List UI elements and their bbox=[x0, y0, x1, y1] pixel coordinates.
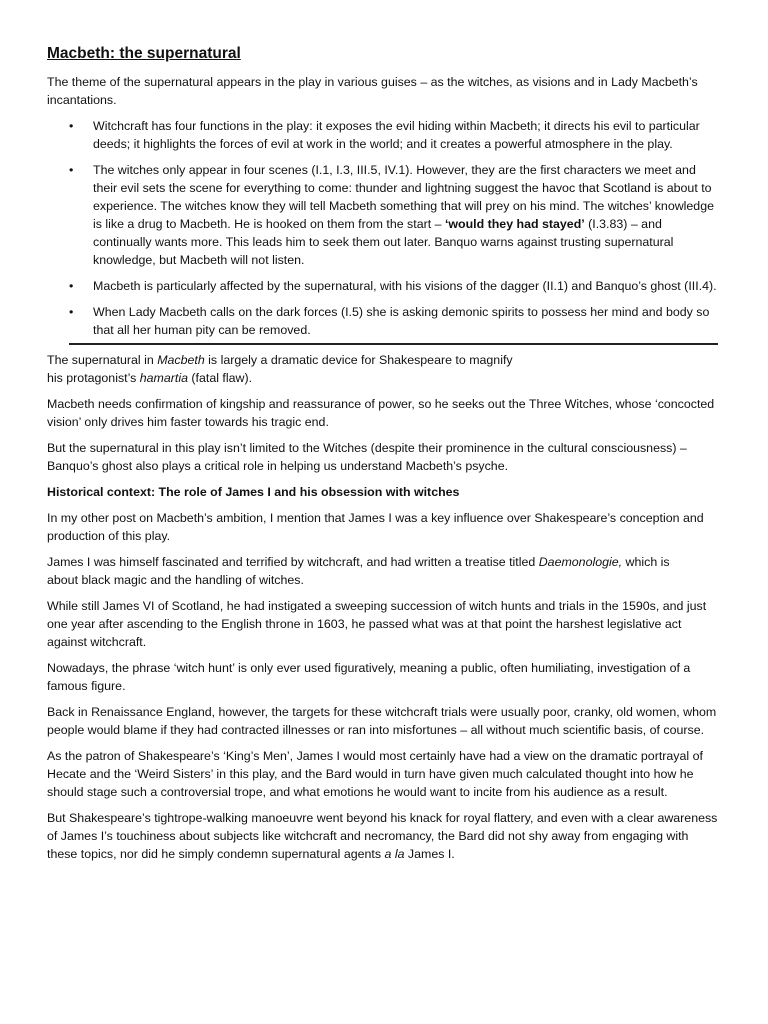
list-item-text: Macbeth is particularly affected by the supernatural, with his visions of the dagger (II.1) and Banquo’s ghost (III.4). bbox=[93, 279, 717, 293]
list-item-text: The witches only appear in four scenes (I.1, I.3, III.5, IV.1). However, they are the first characters we meet and their evil sets the scene for everything to come: thunder and lightning suggest the havoc that Scotland is about to experience. The witches know they will tell Macbeth something that will prey on his mind. The witches’ knowledge is like a drug to Macbeth. He is hooked on them from the start – bbox=[93, 163, 714, 231]
paragraph: As the patron of Shakespeare’s ‘King’s Men’, James I would most certainly have had a view on the dramatic portrayal of Hecate and the ‘Weird Sisters’ in this play, and the Bard would in turn have given much calculated thought into how he should stage such a controversial trope, and what emotions he would want to incite from his audience as a result. bbox=[47, 749, 703, 799]
list-item-text: Witchcraft has four functions in the play: it exposes the evil hiding within Macbeth; it directs his evil to particular deeds; it highlights the forces of evil at work in the world; and it creates a powerful atmosphere in the play. bbox=[93, 119, 700, 151]
paragraph: Nowadays, the phrase ‘witch hunt’ is only ever used figuratively, meaning a public, often humiliating, investigation of a famous figure. bbox=[47, 661, 691, 693]
section-heading: Historical context: The role of James I and his obsession with witches bbox=[47, 485, 460, 499]
intro-paragraph: The theme of the supernatural appears in the play in various guises – as the witches, as visions and in Lady Macbeth’s incantations. bbox=[47, 75, 698, 107]
paragraph: In my other post on Macbeth’s ambition, I mention that James I was a key influence over Shakespeare’s conception and production of this play. bbox=[47, 511, 704, 543]
list-item bbox=[47, 161, 720, 269]
quote-bold: ‘would they had stayed’ bbox=[444, 217, 585, 231]
bullet-icon: • bbox=[69, 305, 74, 319]
horizontal-divider bbox=[69, 343, 718, 345]
bullet-icon: • bbox=[69, 163, 74, 177]
paragraph: Back in Renaissance England, however, the targets for these witchcraft trials were usually poor, cranky, old women, whom people would blame if they had contracted illnesses or ran into misfortunes – all without much scientific basis, of course. bbox=[47, 705, 717, 737]
paragraph: But Shakespeare’s tightrope-walking manoeuvre went beyond his knack for royal flattery, and even with a clear awareness of James I’s touchiness about subjects like witchcraft and necromancy, the Bard did not shy away from engaging with these topics, nor did he simply condemn supernatural agents a la James I. bbox=[47, 811, 718, 861]
list-item-text: (I.3.83) – and continually wants more. This leads him to seek them out later. Banquo warns against trusting supernatural knowledge, but Macbeth will not listen. bbox=[93, 217, 674, 267]
paragraph: While still James VI of Scotland, he had instigated a sweeping succession of witch hunts and trials in the 1590s, and just one year after ascending to the English throne in 1603, he passed what was at that point the harshest legislative act against witchcraft. bbox=[47, 599, 707, 649]
bullet-icon: • bbox=[69, 119, 74, 133]
page-title: Macbeth: the supernatural bbox=[47, 45, 241, 62]
list-item bbox=[47, 117, 720, 153]
paragraph: The supernatural in Macbeth is largely a dramatic device for Shakespeare to magnify his protagonist’s hamartia (fatal flaw). bbox=[47, 353, 513, 385]
paragraph: James I was himself fascinated and terrified by witchcraft, and had written a treatise titled Daemonologie, which is about black magic and the handling of witches. bbox=[47, 555, 670, 587]
bullet-icon: • bbox=[69, 279, 74, 293]
bullet-list bbox=[47, 117, 720, 339]
list-item-text: When Lady Macbeth calls on the dark forces (I.5) she is asking demonic spirits to possess her mind and body so that all her human pity can be removed. bbox=[93, 305, 710, 337]
list-item bbox=[47, 303, 720, 339]
list-item bbox=[47, 277, 720, 295]
paragraph: But the supernatural in this play isn’t limited to the Witches (despite their prominence in the cultural consciousness) – Banquo’s ghost also plays a critical role in helping us understand Macbeth’s psyche. bbox=[47, 441, 687, 473]
paragraph: Macbeth needs confirmation of kingship and reassurance of power, so he seeks out the Three Witches, whose ‘concocted vision’ only drives him faster towards his tragic end. bbox=[47, 397, 715, 429]
